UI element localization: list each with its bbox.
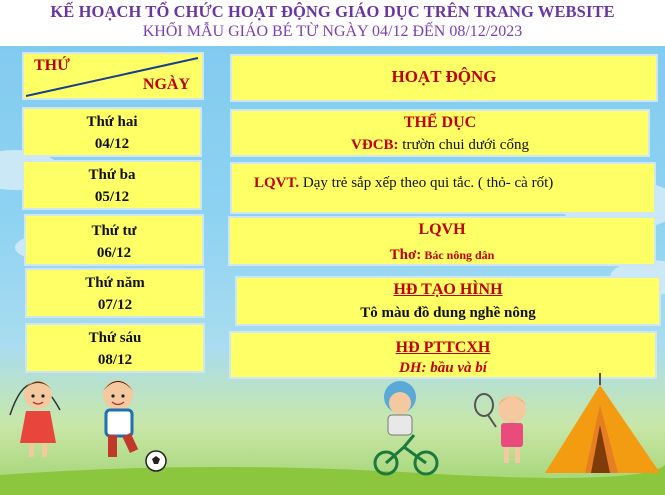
day-date: 08/12 xyxy=(97,352,133,368)
activity-title: HĐ PTTCXH xyxy=(395,339,491,356)
boy-kicking-ball xyxy=(103,380,138,457)
corner-label-weekday: THỨ xyxy=(34,57,70,74)
page-subtitle: KHỐI MẪU GIÁO BÉ TỪ NGÀY 04/12 ĐẾN 08/12/2023 xyxy=(142,23,523,40)
soccer-ball xyxy=(146,451,166,471)
child-on-bicycle xyxy=(375,381,437,474)
day-date: 07/12 xyxy=(97,297,133,313)
day-name: Thứ tư xyxy=(91,223,137,239)
activity-title: LQVH xyxy=(418,221,466,238)
corner-label-date: NGÀY xyxy=(142,76,190,93)
activity-detail xyxy=(232,137,648,154)
activity-cell-thursday xyxy=(235,276,661,326)
activity-header-label: HOẠT ĐỘNG xyxy=(391,67,497,86)
day-name: Thứ hai xyxy=(86,114,138,130)
day-cell-thursday xyxy=(25,268,205,318)
activity-header-cell xyxy=(230,54,658,102)
kids-playground-illustration xyxy=(0,365,665,495)
activity-cell-tuesday xyxy=(230,162,656,214)
activity-title: THỂ DỤC xyxy=(403,114,477,131)
activity-title: HĐ TẠO HÌNH xyxy=(393,281,503,298)
day-date: 05/12 xyxy=(94,189,130,205)
girl-jumping-rope xyxy=(10,381,60,457)
activity-detail-label: VĐCB: xyxy=(351,137,399,153)
day-name: Thứ sáu xyxy=(88,330,142,346)
activity-detail xyxy=(254,175,553,192)
activity-detail-label: LQVT. xyxy=(254,175,300,191)
activity-detail-text: Bác nông dân xyxy=(421,248,495,262)
activity-cell-monday xyxy=(230,109,650,157)
page-header xyxy=(0,0,665,46)
activity-detail-label: Thơ: xyxy=(389,247,422,263)
orange-tent xyxy=(545,373,660,473)
corner-header-cell xyxy=(22,52,204,100)
day-cell-monday xyxy=(22,107,202,157)
activity-detail: Tô màu đồ dung nghề nông xyxy=(360,305,536,321)
activity-detail xyxy=(230,246,654,264)
activity-cell-wednesday xyxy=(228,216,656,266)
day-cell-wednesday xyxy=(24,214,204,266)
day-name: Thứ năm xyxy=(85,275,145,291)
activity-detail: DH: bầu và bí xyxy=(399,360,487,376)
activity-detail-text: Dạy trẻ sắp xếp theo qui tắc. ( thỏ- cà rốt) xyxy=(299,175,554,191)
day-cell-tuesday xyxy=(22,160,202,210)
page-title: KẾ HOẠCH TỔ CHỨC HOẠT ĐỘNG GIÁO DỤC TRÊN TRANG WEBSITE xyxy=(50,2,615,21)
day-date: 06/12 xyxy=(96,245,132,261)
girl-with-tennis-racket xyxy=(475,394,526,463)
activity-detail-text: trườn chui dưới cổng xyxy=(398,137,529,153)
day-name: Thứ ba xyxy=(88,167,136,183)
day-date: 04/12 xyxy=(94,136,130,152)
